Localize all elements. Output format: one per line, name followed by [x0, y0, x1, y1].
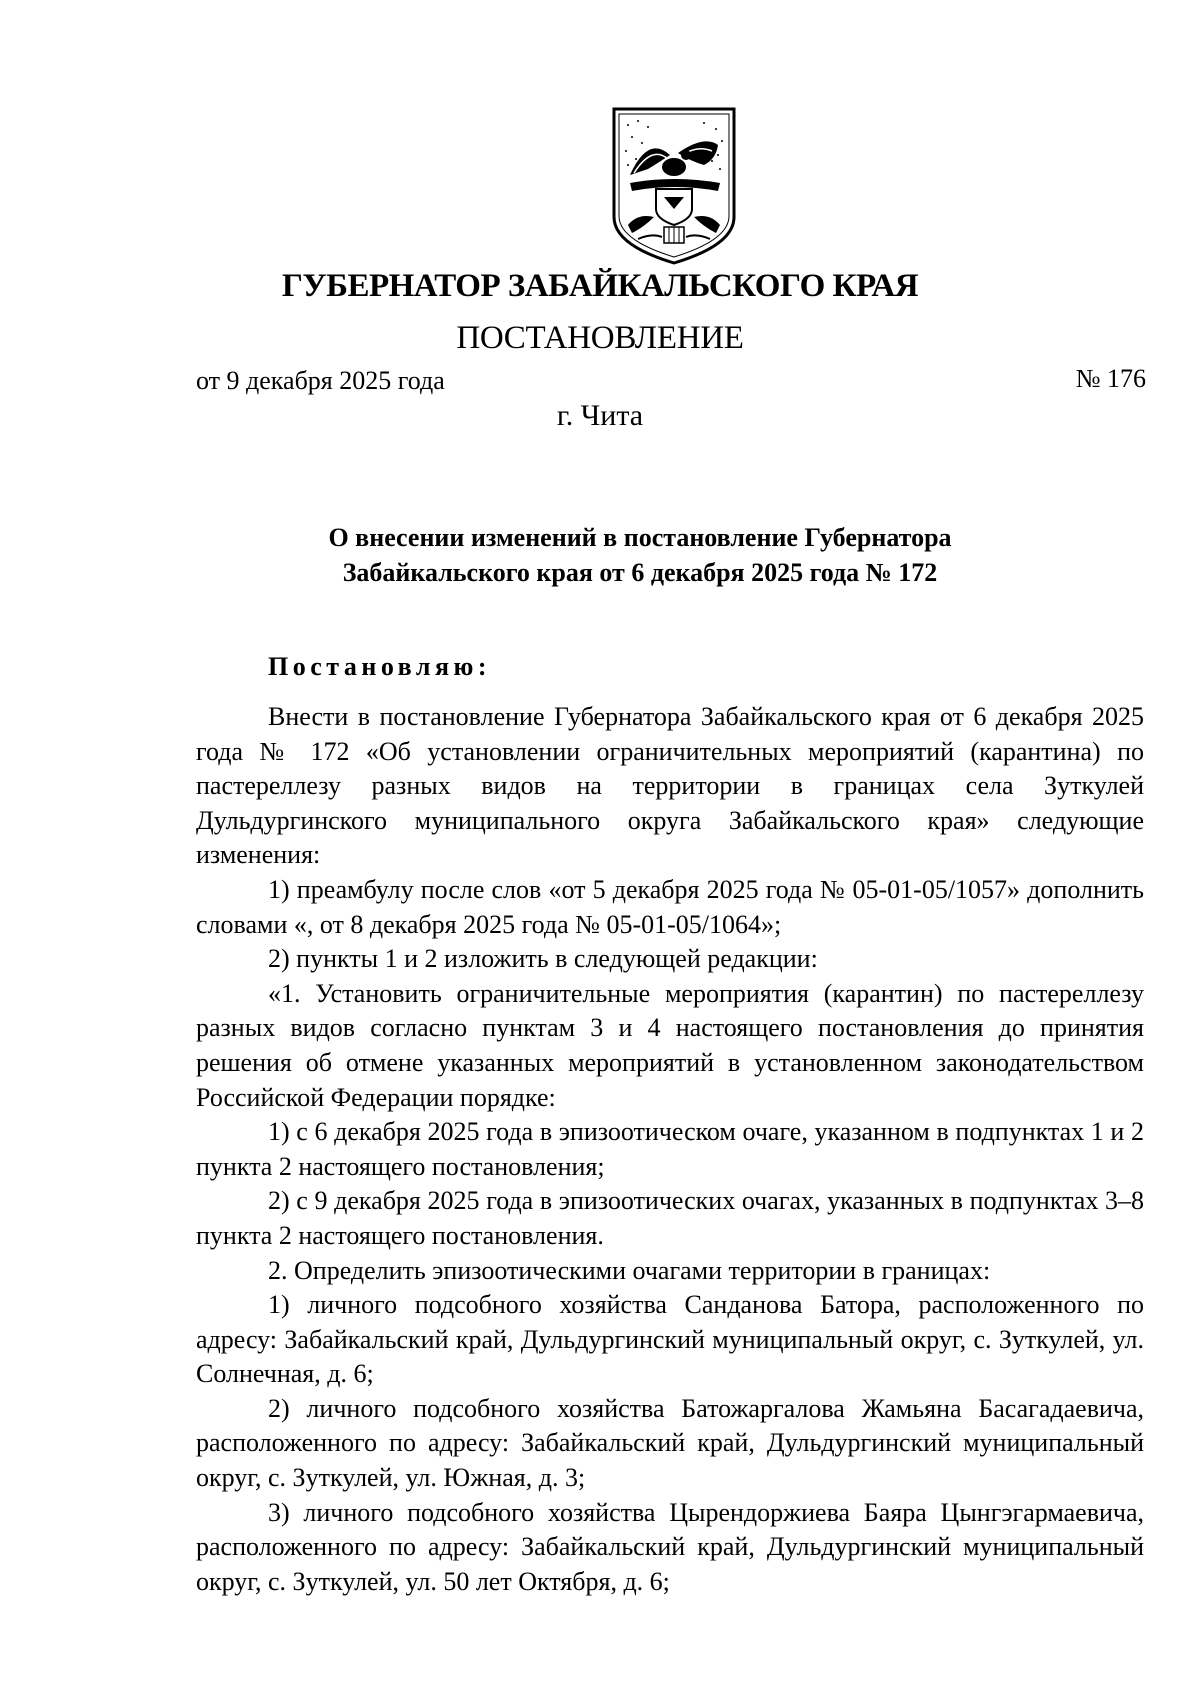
body-paragraph: 2. Определить эпизоотическими очагами территории в границах:: [268, 1255, 991, 1285]
body-paragraph: «1. Установить ограничительные мероприятия (карантин) по пастереллезу разных видов согласно пунктам 3 и 4 настоящего постановления до принятия решения об отмене указанных мероприятий в установленном законодательством Российской Федерации порядке:: [196, 978, 1144, 1112]
body-paragraph: 2) пункты 1 и 2 изложить в следующей редакции:: [268, 944, 818, 974]
document-city: г. Чита: [556, 399, 644, 432]
body-paragraph: 1) личного подсобного хозяйства Санданова Батора, расположенного по адресу: Забайкальский край, Дульдургинский муниципальный округ, с. Зуткулей, ул. Солнечная, д. 6;: [196, 1290, 1144, 1389]
decree-word: Постановляю:: [268, 652, 492, 681]
body-paragraph: 2) личного подсобного хозяйства Батожаргалова Жамьяна Басагадаевича, расположенного по адресу: Забайкальский край, Дульдургинский муниципальный округ, с. Зуткулей, ул. Южная, д. 3;: [196, 1393, 1144, 1493]
document-body: [196, 700, 1144, 1599]
document-number: № 176: [1075, 364, 1146, 393]
issuing-authority: ГУБЕРНАТОР ЗАБАЙКАЛЬСКОГО КРАЯ: [281, 268, 919, 304]
document-type: ПОСТАНОВЛЕНИЕ: [456, 320, 744, 356]
body-paragraph: Внести в постановление Губернатора Забайкальского края от 6 декабря 2025 года № 172 «Об установлении ограничительных мероприятий (карантина) по пастереллезу разных видов на территории в границах села Зуткулей Дульдургинского муниципального округа Забайкальского края» следующие изменения:: [196, 702, 1144, 870]
body-paragraph: 3) личного подсобного хозяйства Цырендоржиева Баяра Цынгэгармаевича, расположенного по адресу: Забайкальский край, Дульдургинский муниципальный округ, с. Зуткулей, ул. 50 лет Октября, д. 6;: [196, 1497, 1144, 1596]
body-paragraph: 1) преамбулу после слов «от 5 декабря 2025 года № 05-01-05/1057» дополнить словами «, от 8 декабря 2025 года № 05-01-05/1064»;: [196, 874, 1144, 939]
document-title-line: Забайкальского края от 6 декабря 2025 года № 172: [342, 558, 938, 587]
body-paragraph: 2) с 9 декабря 2025 года в эпизоотических очагах, указанных в подпунктах 3–8 пункта 2 настоящего постановления.: [196, 1186, 1144, 1250]
body-paragraph: 1) с 6 декабря 2025 года в эпизоотическом очаге, указанном в подпунктах 1 и 2 пункта 2 настоящего постановления;: [196, 1117, 1144, 1181]
document-title-line: О внесении изменений в постановление Губернатора: [328, 523, 952, 552]
document-date: от 9 декабря 2025 года: [196, 366, 445, 395]
coat-of-arms-icon: [608, 105, 740, 267]
document-title: [180, 520, 1100, 590]
